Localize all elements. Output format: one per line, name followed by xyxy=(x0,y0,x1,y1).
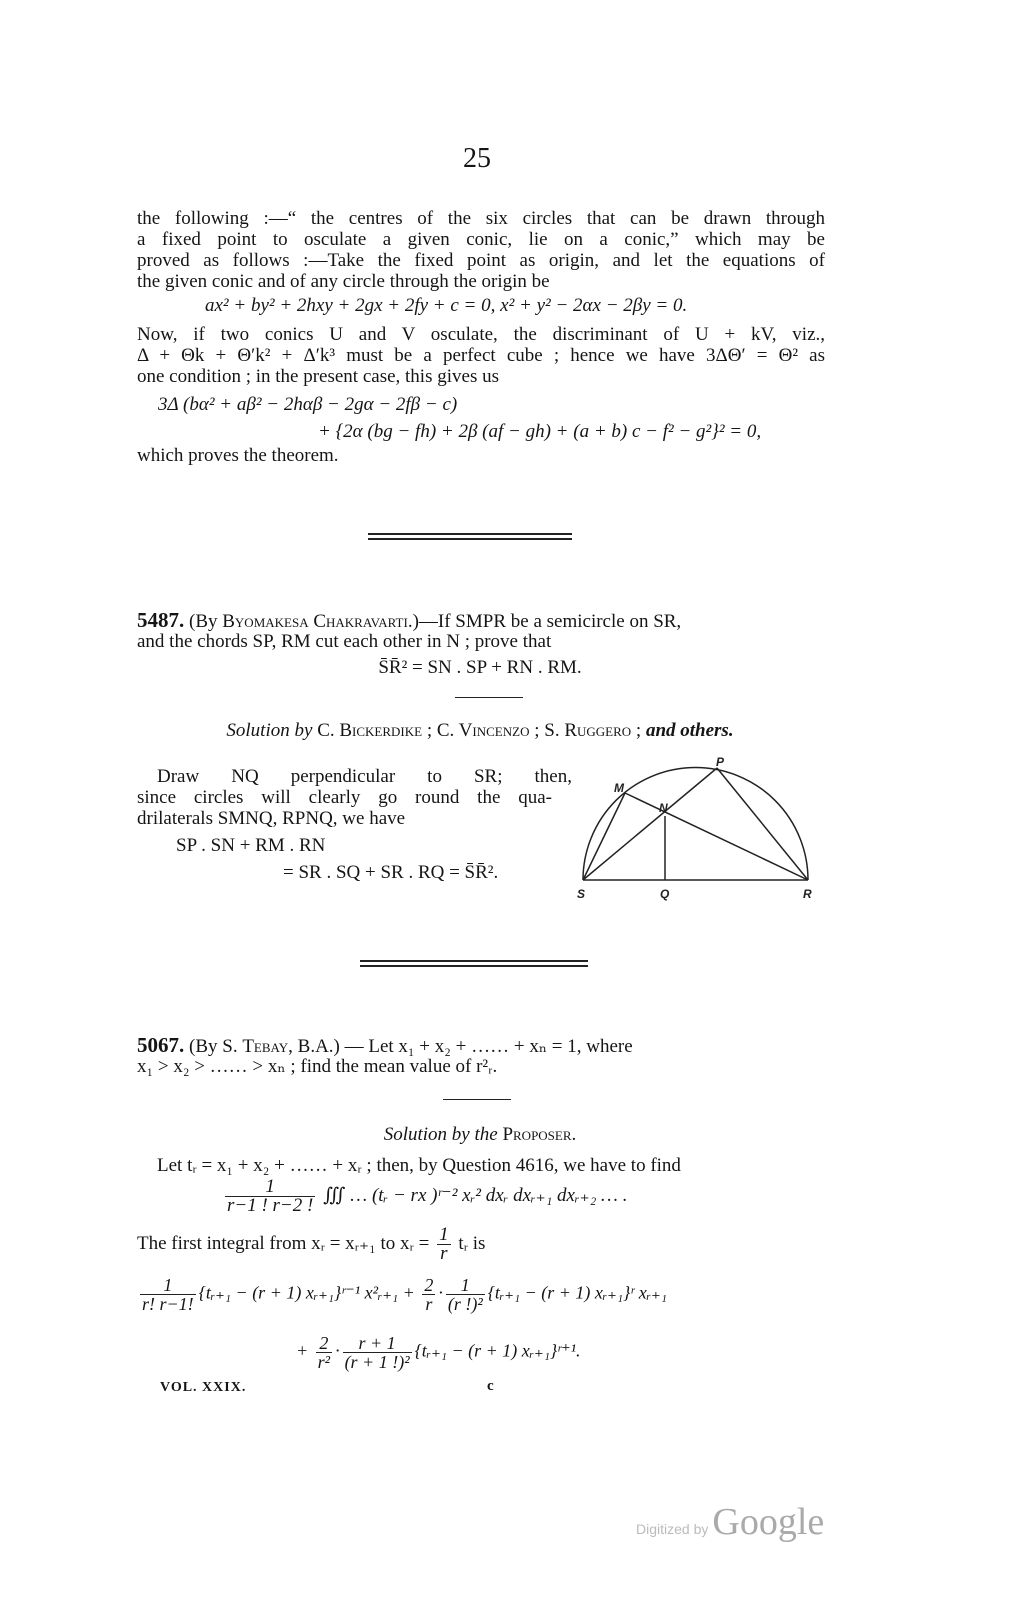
author-name: Tebay xyxy=(242,1036,289,1057)
label-P: P xyxy=(716,755,725,769)
integral-expression: ∭ … (tᵣ − rx )ʳ⁻² xᵣ² dxᵣ dxᵣ₊₁ dxᵣ₊₂ … . xyxy=(323,1184,628,1206)
paragraph-line: x₁ > x₂ > …… > xₙ ; find the mean value of r²ᵣ. xyxy=(137,1056,498,1077)
equation: ax² + by² + 2hxy + 2gx + 2fy + c = 0, x² + y² − 2αx − 2βy = 0. xyxy=(205,295,688,316)
section-divider xyxy=(368,538,572,540)
solver: C. Bickerdike ; xyxy=(312,720,437,741)
short-divider xyxy=(455,697,523,698)
question-heading xyxy=(137,610,825,632)
equation: $\frac{1}{r! r-1!}$ {tᵣ₊₁ − (r + 1) xᵣ₊₁}ʳ⁻¹ x²ᵣ₊₁ + $\frac{2}{r}$ · $\frac{1}{\text{(r !)²}}$ {tᵣ₊₁ − (r + 1) xᵣ₊₁}ʳ xᵣ₊₁ xyxy=(142,1275,667,1314)
chord-PR xyxy=(717,768,808,880)
paragraph-line xyxy=(137,1226,825,1263)
text: The first integral from xᵣ = xᵣ₊₁ to xᵣ = xyxy=(137,1232,430,1254)
label-Q: Q xyxy=(660,887,670,901)
section-divider xyxy=(360,960,588,962)
denominator: (r !)² xyxy=(447,1294,483,1314)
numerator: 1 xyxy=(446,1276,485,1295)
denominator: r xyxy=(425,1294,433,1314)
paragraph-line: Draw NQ perpendicular to SR; then, xyxy=(157,766,572,787)
label-N: N xyxy=(659,801,668,815)
equation xyxy=(222,1178,910,1215)
paragraph-line: which proves the theorem. xyxy=(137,445,339,466)
equation: + {2α (bg − fh) + 2β (af − gh) + (a + b) c − f² − g²}² = 0, xyxy=(318,421,762,442)
proposer: Proposer. xyxy=(502,1124,577,1145)
numerator: 2 xyxy=(424,1275,434,1295)
page-number: 25 xyxy=(463,143,491,174)
watermark xyxy=(636,1500,824,1544)
watermark-prefix: Digitized by xyxy=(636,1521,709,1537)
section-divider xyxy=(368,533,572,535)
label-R: R xyxy=(803,887,812,901)
equation: SP . SN + RM . RN xyxy=(176,835,326,856)
question-number: 5487. xyxy=(137,608,185,632)
short-divider xyxy=(443,1099,511,1100)
paragraph-line: the given conic and of any circle through the origin be xyxy=(137,271,550,292)
paragraph-line: Now, if two conics U and V osculate, the discriminant of U + kV, viz., xyxy=(137,324,825,345)
denominator: (r + 1 !)² xyxy=(344,1352,410,1372)
statement: , B.A.) — Let x₁ + x₂ + …… + xₙ = 1, where xyxy=(288,1036,633,1057)
expression: {tᵣ₊₁ − (r + 1) xᵣ₊₁}ʳ⁻¹ x²ᵣ₊₁ + xyxy=(198,1282,415,1303)
section-divider xyxy=(360,965,588,967)
solution-by: Solution by xyxy=(226,720,313,741)
and-others: and others. xyxy=(645,720,734,741)
expression: {tᵣ₊₁ − (r + 1) xᵣ₊₁}ʳ⁺¹. xyxy=(414,1340,581,1361)
expression: {tᵣ₊₁ − (r + 1) xᵣ₊₁}ʳ xᵣ₊₁ xyxy=(487,1282,667,1303)
volume-label: VOL. XXIX. xyxy=(160,1380,247,1395)
author-prefix: (By xyxy=(189,611,223,632)
equation: + $\frac{2}{\text{r²}}$ · $\frac{r + 1}{\text{(r + 1 !)²}}$ {tᵣ₊₁ − (r + 1) xᵣ₊₁}ʳ⁺¹. xyxy=(296,1333,581,1372)
paragraph-line: Let tᵣ = x₁ + x₂ + …… + xᵣ ; then, by Question 4616, we have to find xyxy=(157,1155,681,1176)
denominator: r xyxy=(440,1243,448,1264)
solution-credit xyxy=(130,720,830,741)
question-number: 5067. xyxy=(137,1033,185,1057)
question-heading xyxy=(137,1035,825,1057)
google-logo: Google xyxy=(712,1501,825,1543)
numerator: 1 xyxy=(439,1224,449,1245)
solver: C. Vincenzo ; xyxy=(436,720,545,741)
solver: S. Ruggero ; xyxy=(544,720,646,741)
numerator: 1 xyxy=(225,1178,315,1197)
author-prefix: (By S. xyxy=(189,1036,243,1057)
paragraph-line: Δ + Θk + Θ′k² + Δ′k³ must be a perfect cube ; hence we have 3ΔΘ′ = Θ² as xyxy=(137,345,825,366)
chord-SM xyxy=(583,793,625,880)
semicircle-diagram xyxy=(570,752,820,902)
label-S: S xyxy=(577,887,586,901)
equation: = SR . SQ + SR . RQ = S̄R̄². xyxy=(283,862,499,883)
solution-by: Solution by the xyxy=(383,1124,498,1145)
paragraph-line: since circles will clearly go round the qua- xyxy=(137,787,552,808)
paragraph-line: the following :—“ the centres of the six circles that can be drawn through xyxy=(137,208,825,229)
statement: )—If SMPR be a semicircle on SR, xyxy=(412,611,682,632)
paragraph-line: a fixed point to osculate a given conic, lie on a conic,” which may be xyxy=(137,229,825,250)
author-name: Byomakesa Chakravarti. xyxy=(222,611,413,632)
numerator: 1 xyxy=(140,1276,196,1295)
paragraph-line: drilaterals SMNQ, RPNQ, we have xyxy=(137,808,406,829)
signature-mark: c xyxy=(487,1378,494,1394)
denominator: r! r−1! xyxy=(142,1294,194,1314)
denominator: r−1 ! r−2 ! xyxy=(227,1195,314,1216)
equation: 3Δ (bα² + aβ² − 2hαβ − 2gα − 2fβ − c) xyxy=(158,394,458,415)
paragraph-line: one condition ; in the present case, this gives us xyxy=(137,366,499,387)
numerator: r + 1 xyxy=(343,1334,412,1353)
numerator: 2 xyxy=(316,1334,332,1353)
equation: S̄R̄² = SN . SP + RN . RM. xyxy=(378,657,582,678)
denominator: r² xyxy=(317,1352,331,1372)
text: tᵣ is xyxy=(453,1232,486,1254)
paragraph-line: proved as follows :—Take the fixed point as origin, and let the equations of xyxy=(137,250,825,271)
solution-credit xyxy=(130,1124,830,1145)
paragraph-line: and the chords SP, RM cut each other in N ; prove that xyxy=(137,631,552,652)
label-M: M xyxy=(614,781,624,795)
chord-SP xyxy=(583,768,717,880)
